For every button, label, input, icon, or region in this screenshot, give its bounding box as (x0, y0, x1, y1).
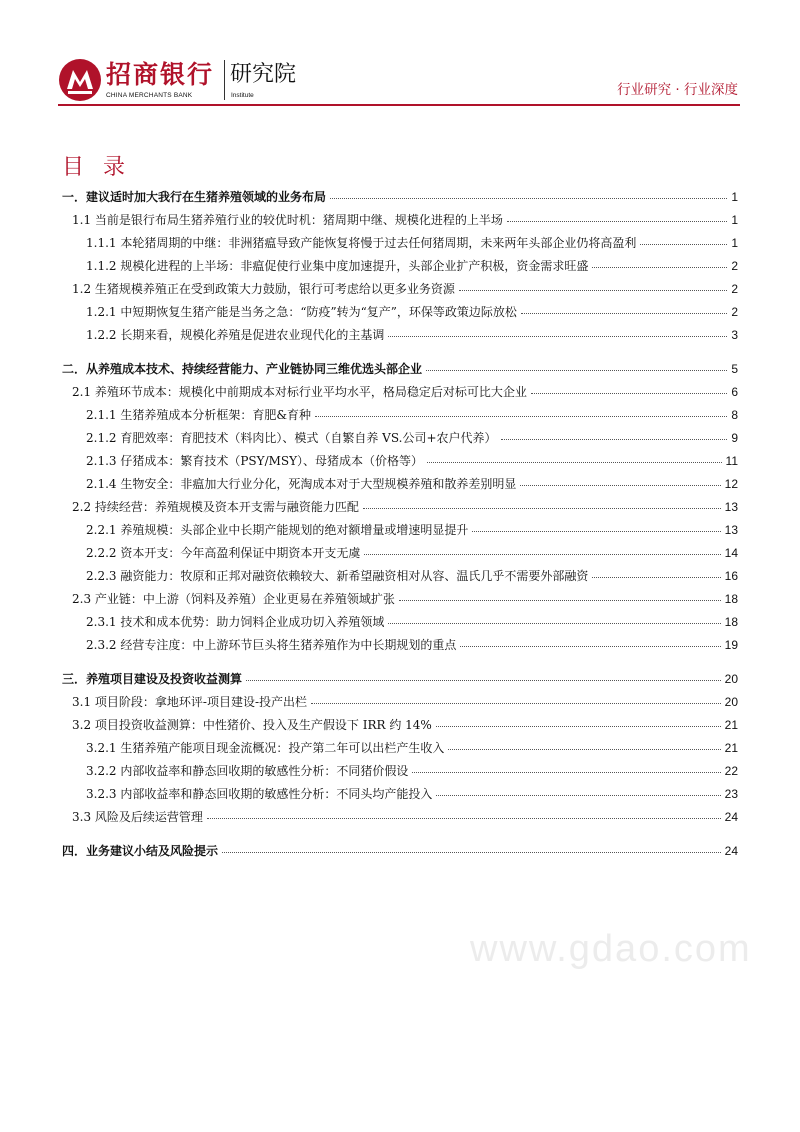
toc-entry-page: 18 (724, 592, 738, 606)
toc-dot-leader (531, 389, 727, 394)
toc-dot-leader (363, 504, 721, 509)
toc-entry-page: 1 (731, 213, 738, 227)
toc-entry-label: 2.2.1 养殖规模：头部企业中长期产能规划的绝对额增量或增速明显提升 (86, 523, 469, 537)
toc-entry-page: 2 (731, 305, 738, 319)
toc-entry[interactable] (62, 234, 738, 257)
report-type: 行业研究 · 行业深度 (617, 82, 738, 98)
toc-dot-leader (427, 458, 721, 463)
toc-entry[interactable] (62, 406, 738, 429)
toc-entry-page: 24 (724, 810, 738, 824)
toc-dot-leader (246, 676, 721, 681)
toc-entry-page: 13 (724, 500, 738, 514)
toc-entry-page: 12 (724, 477, 738, 491)
toc-entry[interactable] (62, 188, 738, 211)
toc-entry[interactable] (62, 303, 738, 326)
toc-entry-label: 2.1.4 生物安全：非瘟加大行业分化，死淘成本对于大型规模养殖和散养差别明显 (86, 477, 517, 491)
toc-entry-page: 11 (725, 454, 738, 468)
toc-entry[interactable] (62, 429, 738, 452)
toc-entry-label: 2.2.3 融资能力：牧原和正邦对融资依赖较大、新希望融资相对从容、温氏几乎不需要外部融资 (86, 569, 589, 583)
toc-entry-label: 2.1.2 育肥效率：育肥技术（料肉比）、模式（自繁自养 VS.公司+农户代养） (86, 431, 497, 445)
toc-dot-leader (459, 286, 727, 291)
brand-name-en: CHINA MERCHANTS BANK (106, 92, 193, 99)
logo-divider (224, 60, 225, 100)
toc-entry-page: 22 (724, 764, 738, 778)
toc-entry-label: 四．业务建议小结及风险提示 (62, 844, 219, 858)
toc-dot-leader (364, 550, 720, 555)
brand-name-cn: 招商银行 (106, 60, 215, 89)
toc-entry-page: 1 (731, 190, 738, 204)
toc-entry[interactable] (62, 590, 738, 613)
toc-entry-label: 1.1.2 规模化进程的上半场：非瘟促使行业集中度加速提升，头部企业扩产积极，资金需求旺盛 (86, 259, 589, 273)
page-header (0, 0, 800, 110)
toc-entry-page: 18 (724, 615, 738, 629)
toc-entry-page: 13 (724, 523, 738, 537)
toc-entry-label: 一．建议适时加大我行在生猪养殖领域的业务布局 (62, 190, 327, 204)
toc-entry-page: 2 (731, 282, 738, 296)
toc-entry-label: 1.1 当前是银行布局生猪养殖行业的较优时机：猪周期中继、规模化进程的上半场 (72, 213, 503, 227)
toc-entry-label: 2.1.1 生猪养殖成本分析框架：育肥&育种 (86, 408, 312, 422)
toc-entry[interactable] (62, 716, 738, 739)
toc-dot-leader (520, 481, 720, 486)
toc-dot-leader (311, 699, 721, 704)
toc-entry-page: 1 (731, 236, 738, 250)
toc-entry[interactable] (62, 693, 738, 716)
toc-entry-page: 21 (724, 718, 738, 732)
toc-entry[interactable] (62, 544, 738, 567)
toc-entry-label: 1.2.2 长期来看，规模化养殖是促进农业现代化的主基调 (86, 328, 385, 342)
watermark: www.gdao.com (470, 928, 752, 970)
toc-entry[interactable] (62, 326, 738, 349)
toc-dot-leader (640, 240, 727, 245)
toc-entry-label: 3.3 风险及后续运营管理 (72, 810, 203, 824)
toc-entry-label: 2.3.2 经营专注度：中上游环节巨头将生猪养殖作为中长期规划的重点 (86, 638, 457, 652)
toc-entry-label: 2.3 产业链：中上游（饲料及养殖）企业更易在养殖领域扩张 (72, 592, 395, 606)
toc-dot-leader (399, 596, 721, 601)
toc-entry[interactable] (62, 808, 738, 831)
toc-dot-leader (426, 366, 727, 371)
toc-entry-page: 16 (724, 569, 738, 583)
toc-entry-label: 1.1.1 本轮猪周期的中继：非洲猪瘟导致产能恢复将慢于过去任何猪周期，未来两年头部企业仍将高盈利 (86, 236, 637, 250)
toc-entry-page: 24 (724, 844, 738, 858)
toc-entry-page: 20 (724, 695, 738, 709)
toc-entry[interactable] (62, 739, 738, 762)
toc-entry[interactable] (62, 785, 738, 808)
toc-entry-label: 2.1.3 仔猪成本：繁育技术（PSY/MSY）、母猪成本（价格等） (86, 454, 424, 468)
toc-entry-label: 2.2.2 资本开支：今年高盈利保证中期资本开支无虞 (86, 546, 361, 560)
toc-dot-leader (592, 263, 727, 268)
toc-entry-label: 1.2.1 中短期恢复生猪产能是当务之急：“防疫”转为“复产”，环保等政策边际放松 (86, 305, 517, 319)
header-divider (58, 104, 740, 106)
institute-name-en: Institute (231, 92, 254, 99)
toc-entry[interactable] (62, 636, 738, 659)
toc-entry[interactable] (62, 280, 738, 303)
toc-title: 目 录 (62, 155, 131, 180)
toc-dot-leader (436, 722, 721, 727)
toc-entry-page: 6 (731, 385, 738, 399)
cmb-logo-icon (58, 58, 102, 102)
toc-entry-page: 14 (724, 546, 738, 560)
toc-dot-leader (315, 412, 727, 417)
toc-dot-leader (436, 791, 720, 796)
toc-dot-leader (412, 768, 720, 773)
toc-entry-label: 2.1 养殖环节成本：规模化中前期成本对标行业平均水平，格局稳定后对标可比大企业 (72, 385, 527, 399)
toc-entry[interactable] (62, 842, 738, 865)
table-of-contents (62, 188, 738, 865)
toc-entry-label: 3.1 项目阶段：拿地环评-项目建设-投产出栏 (72, 695, 308, 709)
toc-entry-page: 19 (724, 638, 738, 652)
institute-name-cn: 研究院 (230, 62, 297, 87)
toc-entry[interactable] (62, 670, 738, 693)
toc-entry-label: 2.3.1 技术和成本优势：助力饲料企业成功切入养殖领域 (86, 615, 385, 629)
toc-entry[interactable] (62, 567, 738, 590)
toc-dot-leader (388, 619, 720, 624)
toc-entry-label: 3.2 项目投资收益测算：中性猪价、投入及生产假设下 IRR 约 14% (72, 718, 432, 732)
toc-entry[interactable] (62, 613, 738, 636)
toc-entry[interactable] (62, 452, 738, 475)
toc-dot-leader (222, 848, 721, 853)
toc-entry-page: 20 (724, 672, 738, 686)
toc-entry[interactable] (62, 257, 738, 280)
toc-dot-leader (501, 435, 728, 440)
toc-entry-label: 3.2.1 生猪养殖产能项目现金流概况：投产第二年可以出栏产生收入 (86, 741, 445, 755)
toc-entry-label: 3.2.2 内部收益率和静态回收期的敏感性分析：不同猪价假设 (86, 764, 409, 778)
toc-dot-leader (448, 745, 720, 750)
toc-entry-page: 21 (724, 741, 738, 755)
toc-entry-label: 3.2.3 内部收益率和静态回收期的敏感性分析：不同头均产能投入 (86, 787, 433, 801)
toc-entry-page: 9 (731, 431, 738, 445)
toc-entry-page: 3 (731, 328, 738, 342)
toc-entry[interactable] (62, 360, 738, 383)
toc-entry[interactable] (62, 521, 738, 544)
toc-entry[interactable] (62, 383, 738, 406)
toc-dot-leader (388, 332, 727, 337)
toc-entry-page: 5 (731, 362, 738, 376)
toc-entry-page: 23 (724, 787, 738, 801)
toc-entry-page: 2 (731, 259, 738, 273)
toc-entry[interactable] (62, 211, 738, 234)
toc-entry-label: 1.2 生猪规模养殖正在受到政策大力鼓励，银行可考虑给以更多业务资源 (72, 282, 455, 296)
toc-entry-label: 2.2 持续经营：养殖规模及资本开支需与融资能力匹配 (72, 500, 359, 514)
toc-entry[interactable] (62, 475, 738, 498)
toc-entry[interactable] (62, 498, 738, 521)
toc-dot-leader (460, 642, 720, 647)
toc-entry-page: 8 (731, 408, 738, 422)
toc-dot-leader (472, 527, 720, 532)
toc-dot-leader (521, 309, 727, 314)
toc-entry[interactable] (62, 762, 738, 785)
toc-entry-label: 三．养殖项目建设及投资收益测算 (62, 672, 243, 686)
toc-dot-leader (592, 573, 720, 578)
toc-dot-leader (507, 217, 727, 222)
toc-entry-label: 二．从养殖成本技术、持续经营能力、产业链协同三维优选头部企业 (62, 362, 423, 376)
toc-dot-leader (330, 194, 727, 199)
toc-dot-leader (207, 814, 721, 819)
